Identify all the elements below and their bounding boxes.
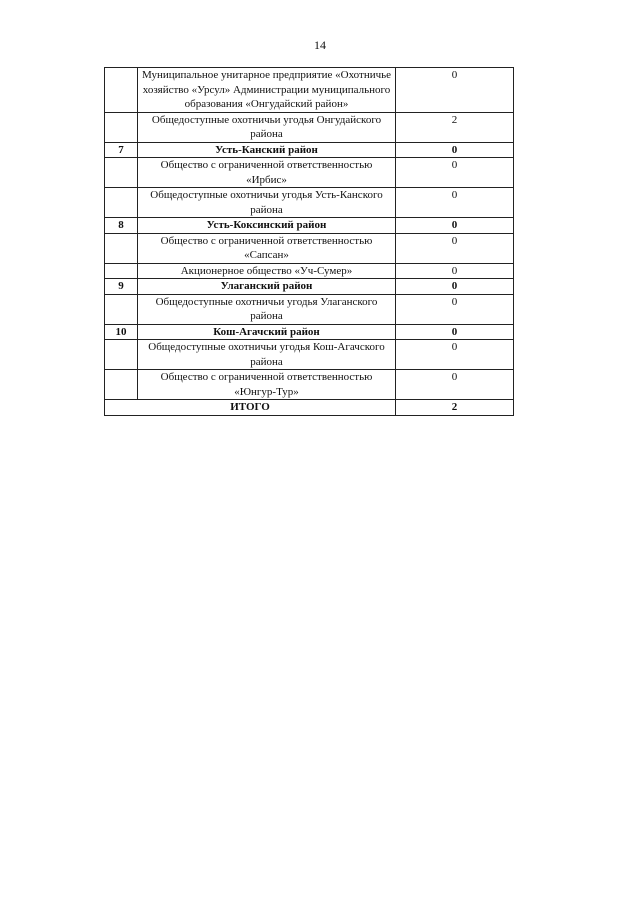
total-label: ИТОГО [105, 400, 396, 416]
table-body [105, 68, 514, 400]
total-row [105, 400, 514, 416]
table-row [105, 112, 514, 142]
row-name-cell: Кош-Агачский район [138, 324, 396, 340]
district-row [105, 324, 514, 340]
table-row [105, 188, 514, 218]
row-number-cell: 10 [105, 324, 138, 340]
row-value-cell: 0 [396, 340, 514, 370]
row-number-cell [105, 158, 138, 188]
row-number-cell [105, 233, 138, 263]
total-value: 2 [396, 400, 514, 416]
row-number-cell: 8 [105, 218, 138, 234]
row-number-cell [105, 188, 138, 218]
row-name-cell: Общество с ограниченной ответственностью «Ирбис» [138, 158, 396, 188]
table-row [105, 158, 514, 188]
row-value-cell: 0 [396, 142, 514, 158]
row-value-cell: 0 [396, 324, 514, 340]
row-number-cell [105, 263, 138, 279]
row-name-cell: Усть-Канский район [138, 142, 396, 158]
row-value-cell: 2 [396, 112, 514, 142]
district-row [105, 218, 514, 234]
table-row [105, 370, 514, 400]
row-number-cell: 9 [105, 279, 138, 295]
row-name-cell: Улаганский район [138, 279, 396, 295]
row-name-cell: Муниципальное унитарное предприятие «Охотничье хозяйство «Урсул» Администрации муниципального образования «Онгудайский район» [138, 68, 396, 113]
row-name-cell: Общедоступные охотничьи угодья Улаганского района [138, 294, 396, 324]
row-value-cell: 0 [396, 68, 514, 113]
row-number-cell: 7 [105, 142, 138, 158]
table-row [105, 340, 514, 370]
row-value-cell: 0 [396, 370, 514, 400]
row-name-cell: Общедоступные охотничьи угодья Кош-Агачского района [138, 340, 396, 370]
row-value-cell: 0 [396, 158, 514, 188]
table-row [105, 294, 514, 324]
row-name-cell: Усть-Коксинский район [138, 218, 396, 234]
row-value-cell: 0 [396, 294, 514, 324]
row-value-cell: 0 [396, 218, 514, 234]
row-name-cell: Общество с ограниченной ответственностью «Сапсан» [138, 233, 396, 263]
table-row [105, 233, 514, 263]
page-number: 14 [314, 38, 326, 52]
row-number-cell [105, 112, 138, 142]
row-name-cell: Общество с ограниченной ответственностью «Юнгур-Тур» [138, 370, 396, 400]
row-value-cell: 0 [396, 263, 514, 279]
table-row [105, 68, 514, 113]
row-number-cell [105, 370, 138, 400]
row-number-cell [105, 340, 138, 370]
district-row [105, 142, 514, 158]
row-value-cell: 0 [396, 233, 514, 263]
row-number-cell [105, 68, 138, 113]
row-name-cell: Общедоступные охотничьи угодья Онгудайского района [138, 112, 396, 142]
table-row [105, 263, 514, 279]
row-value-cell: 0 [396, 188, 514, 218]
row-name-cell: Акционерное общество «Уч-Сумер» [138, 263, 396, 279]
row-number-cell [105, 294, 138, 324]
row-name-cell: Общедоступные охотничьи угодья Усть-Канского района [138, 188, 396, 218]
hunting-grounds-table [104, 67, 514, 416]
row-value-cell: 0 [396, 279, 514, 295]
district-row [105, 279, 514, 295]
